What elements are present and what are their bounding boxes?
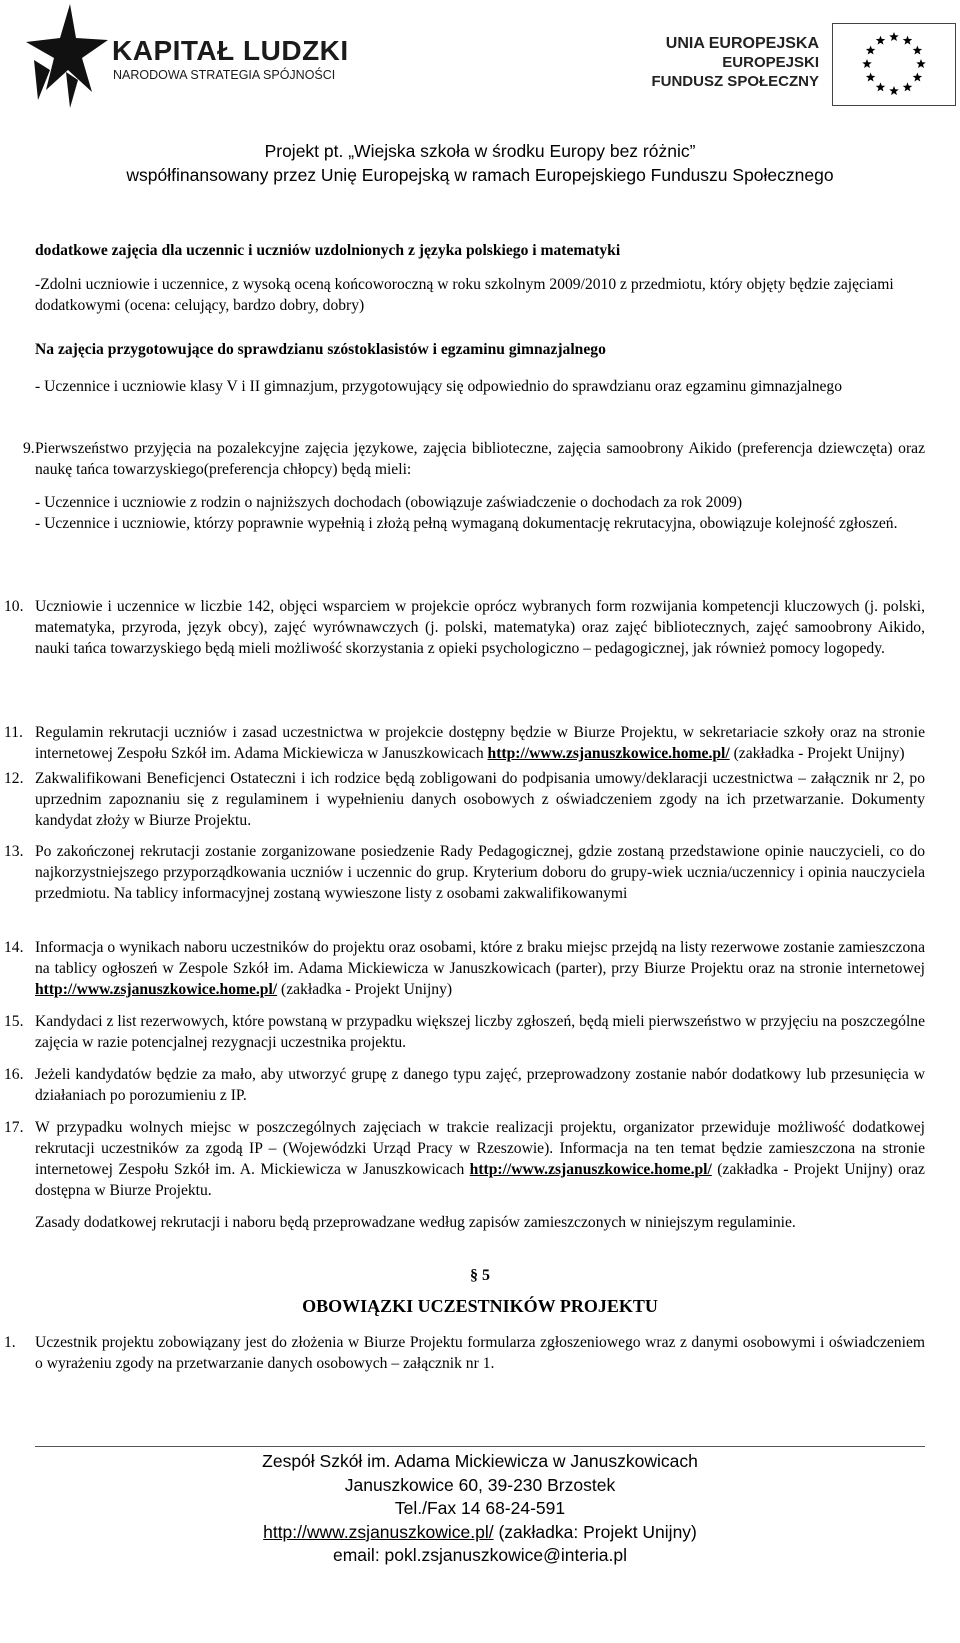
eu-star-icon — [862, 59, 872, 68]
ue-line2: EUROPEJSKI — [722, 54, 819, 71]
eu-star-icon — [916, 59, 926, 68]
footer-email: email: pokl.zsjanuszkowice@interia.pl — [333, 1545, 627, 1565]
list-item — [4, 937, 925, 1000]
footer-phone: Tel./Fax 14 68-24-591 — [394, 1498, 566, 1518]
s5-item-1 — [4, 1332, 925, 1374]
list-item-body: W przypadku wolnych miejsc w poszczególnych zajęciach w trakcie realizacji projektu, organizator przewiduje możliwość dodatkowej rekrutacji uczestników za zgodą IP – (Wojewódzki Urząd Pracy w Rzeszowie). Informacja na ten temat będzie zamieszczona na stronie internetowej Zespołu Szkół im. A. Mickiewicza w Januszkowicach — [35, 1119, 925, 1178]
closing-text: Zasady dodatkowej rekrutacji i naboru będą przeprowadzane według zapisów zamieszczonych w niniejszym regulaminie. — [35, 1214, 796, 1231]
eu-stars-icon — [833, 24, 955, 105]
list-item-text — [35, 1064, 925, 1106]
project-title: Projekt pt. „Wiejska szkoła w środku Europy bez różnic” — [264, 141, 696, 161]
footer-address: Januszkowice 60, 39-230 Brzostek — [344, 1474, 616, 1495]
body-heading-extra-classes — [35, 240, 925, 261]
eu-star-icon — [876, 36, 886, 45]
footer — [0, 1450, 960, 1568]
list-item — [4, 841, 925, 904]
list-item-number: 14. — [4, 939, 24, 956]
item-9 — [23, 438, 925, 480]
item-9-sub2-text: - Uczennice i uczniowie, którzy poprawnie wypełnią i złożą pełną wymaganą dokumentację rekrutacyjna, obowiązuje kolejność zgłoszeń. — [35, 515, 898, 532]
list-item-text — [35, 1011, 925, 1053]
kl-subtitle: NARODOWA STRATEGIA SPÓJNOŚCI — [113, 68, 336, 82]
eu-star-icon — [866, 73, 876, 82]
website-link[interactable]: http://www.zsjanuszkowice.home.pl/ — [487, 745, 730, 762]
item-9-sub1-text: - Uczennice i uczniowie z rodzin o najniższych dochodach (obowiązuje zaświadczenie o dochodach za rok 2009) — [35, 494, 743, 511]
closing-para — [35, 1212, 925, 1233]
item-9-number: 9. — [23, 440, 35, 457]
ue-line1: UNIA EUROPEJSKA — [665, 35, 819, 52]
project-subtitle: współfinansowany przez Unię Europejską w ramach Europejskiego Funduszu Społecznego — [126, 165, 834, 185]
list-item-number: 10. — [4, 598, 24, 615]
list-item-number: 16. — [4, 1066, 24, 1083]
list-item-body: Uczniowie i uczennice w liczbie 142, objęci wsparciem w projekcie oprócz wybranych form rozwijania kompetencji kluczowych (j. polski, matematyka, przyroda, język obcy), zajęć wyrównawczych (j. polski, matematyka) oraz zajęć bibliotecznych, zajęć samoobrony Aikido, nauki tańca towarzyskiego będą mieli możliwość skorzystania z opieki psychologiczno – pedagogicznej, jak również pomocy logopedy. — [35, 598, 925, 657]
item-9-text: Pierwszeństwo przyjęcia na pozalekcyjne zajęcia językowe, zajęcia biblioteczne, zajęcia samoobrony Aikido (preferencja dziewczęta) oraz naukę tańca towarzyskiego(preferencja chłopcy) będą mieli: — [35, 440, 925, 478]
footer-website — [0, 1521, 960, 1545]
list-item-body: Zakwalifikowani Beneficjenci Ostateczni i ich rodzice będą zobligowani do podpisania umowy/deklaracji uczestnictwa – załącznik nr 2, po uprzednim zapoznaniu się z regulaminem i wypełnieniu danych osobowych z oświadczeniem zgody na ich przetwarzanie. Dokumenty kandydat złoży w Biurze Projektu. — [35, 770, 925, 829]
eu-star-icon — [889, 32, 899, 41]
section-mark: § 5 — [470, 1267, 490, 1284]
para-gifted — [35, 274, 925, 316]
list-item-body: Informacja o wynikach naboru uczestników do projektu oraz osobami, które z braku miejsc przejdą na listy rezerwowe zostanie zamieszczona na tablicy ogłoszeń w Zespole Szkół im. Adama Mickiewicza w Januszkowicach (parter), przy Biurze Projektu oraz na stronie internetowej — [35, 939, 925, 977]
eu-flag-icon — [832, 23, 956, 106]
list-item — [4, 1117, 925, 1201]
section-title: OBOWIĄZKI UCZESTNIKÓW PROJEKTU — [302, 1296, 658, 1316]
footer-website-note: (zakładka: Projekt Unijny) — [493, 1521, 697, 1542]
para-gifted-text: -Zdolni uczniowie i uczennice, z wysoką oceną końcoworoczną w roku szkolnym 2009/2010 z przedmiotu, który objęty będzie zajęciami dodatkowymi (ocena: celujący, bardzo dobry, dobry) — [35, 276, 894, 314]
website-link-note: (zakładka - Projekt Unijny) oraz dostępna w Biurze Projektu. — [35, 1161, 925, 1199]
para-exam-prep-text: - Uczennice i uczniowie klasy V i II gimnazjum, przygotowujący się odpowiednio do sprawdzianu oraz egzaminu gimnazjalnego — [35, 378, 843, 395]
website-link-note: (zakładka - Projekt Unijny) — [729, 745, 905, 762]
list-item-text — [35, 596, 925, 659]
list-item — [4, 596, 925, 659]
heading-extra-classes: dodatkowe zajęcia dla uczennic i uczniów uzdolnionych z języka polskiego i matematyki — [35, 242, 621, 259]
item-9-sub1 — [35, 492, 925, 513]
list-item-text — [35, 768, 925, 831]
eu-star-icon — [913, 46, 923, 55]
eu-star-icon — [903, 82, 913, 91]
s5-item-1-number: 1. — [4, 1334, 16, 1351]
footer-divider — [35, 1446, 925, 1447]
website-link-note: (zakładka - Projekt Unijny) — [277, 981, 453, 998]
heading-exam-prep: Na zajęcia przygotowujące do sprawdzianu szóstoklasistów i egzaminu gimnazjalnego — [35, 341, 606, 358]
list-item-number: 17. — [4, 1119, 24, 1136]
kl-title: KAPITAŁ LUDZKI — [112, 35, 349, 66]
list-item-number: 13. — [4, 843, 24, 860]
list-item-body: Po zakończonej rekrutacji zostanie zorganizowane posiedzenie Rady Pedagogicznej, gdzie zostaną przedstawione opinie nauczycieli, co do najkorzystniejszego przyporządkowania uczniów i uczennic do grup. Kryterium doboru do grupy-wiek ucznia/uczennicy i opinia nauczyciela przedmiotu. Na tablicy informacyjnej zostaną wywieszone listy z osobami zakwalifikowanymi — [35, 843, 925, 902]
list-item-text — [35, 1117, 925, 1201]
list-item-body: Regulamin rekrutacji uczniów i zasad uczestnictwa w projekcie dostępny będzie w Biurze Projektu, w sekretariacie szkoły oraz na stronie internetowej Zespołu Szkół im. Adama Mickiewicza w Januszkowicach — [35, 724, 925, 762]
list-item — [4, 768, 925, 831]
list-item-number: 12. — [4, 770, 24, 787]
s5-item-1-text: Uczestnik projektu zobowiązany jest do złożenia w Biurze Projektu formularza zgłoszeniowego wraz z danymi osobowymi i oświadczeniem o wyrażeniu zgody na przetwarzanie danych osobowych – załącznik nr 1. — [35, 1334, 925, 1372]
website-link[interactable]: http://www.zsjanuszkowice.home.pl/ — [35, 981, 278, 998]
list-item-body: Kandydaci z list rezerwowych, które powstaną w przypadku większej liczby zgłoszeń, będą mieli pierwszeństwo w przyjęciu na poszczególne zajęcia w razie potencjalnej rezygnacji uczestnika projektu. — [35, 1013, 925, 1051]
list-item-number: 15. — [4, 1013, 24, 1030]
eu-star-icon — [876, 82, 886, 91]
list-item-text — [35, 937, 925, 1000]
list-item — [4, 722, 925, 764]
heading-exam-prep-block — [35, 339, 925, 360]
list-item-body: Jeżeli kandydatów będzie za mało, aby utworzyć grupę z danego typu zajęć, przeprowadzony zostanie nabór dodatkowy lub przesunięcia w działaniach po porozumieniu z IP. — [35, 1066, 925, 1104]
ue-logo-text — [637, 34, 819, 91]
footer-school: Zespół Szkół im. Adama Mickiewicza w Januszkowicach — [262, 1451, 698, 1471]
ue-line3: FUNDUSZ SPOŁECZNY — [651, 73, 819, 90]
website-link[interactable]: http://www.zsjanuszkowice.home.pl/ — [469, 1161, 712, 1178]
list-item — [4, 1064, 925, 1106]
para-exam-prep — [35, 376, 925, 397]
list-item — [4, 1011, 925, 1053]
eu-star-icon — [903, 36, 913, 45]
footer-website-link[interactable]: http://www.zsjanuszkowice.pl/ — [263, 1521, 494, 1542]
eu-star-icon — [913, 73, 923, 82]
eu-star-icon — [889, 86, 899, 95]
list-item-number: 11. — [4, 724, 23, 741]
list-item-text — [35, 722, 925, 764]
kapital-ludzki-star-icon — [18, 0, 113, 110]
eu-star-icon — [866, 46, 876, 55]
item-9-sub2 — [35, 513, 925, 534]
list-item-text — [35, 841, 925, 904]
